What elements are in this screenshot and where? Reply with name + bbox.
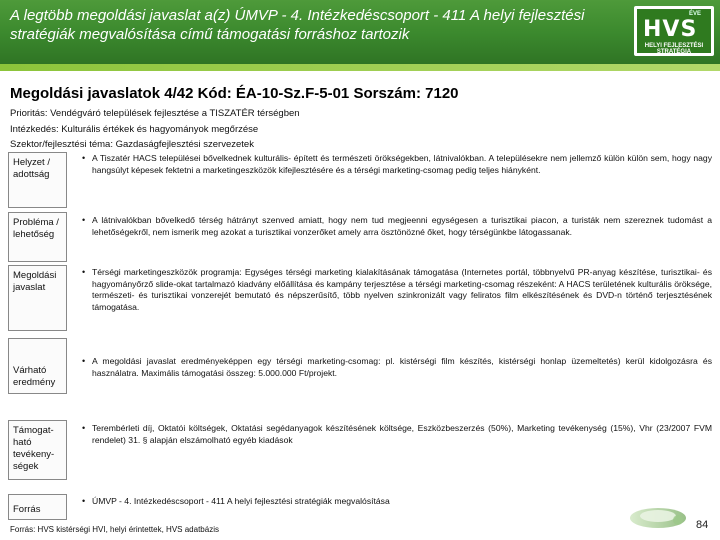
row-text: A Tiszatér HACS települései bővelkednek kulturális- épített és természeti örökségekben, látnivalókban. A településekre nem jellemző külön külön sem, hogy nagy hangsúlyt képesek fektetni a marketingeszközök kifejlesztésére és a térségi marketing-csomag pedig teljes hiányként. [92, 153, 712, 175]
row-source [8, 494, 713, 520]
sector-text: Szektor/fejlesztési téma: Gazdaságfejlesztési szervezetek [10, 139, 254, 150]
header-title: A legtöbb megoldási javaslat a(z) ÚMVP - 4. Intézkedéscsoport - 411 A helyi fejlesztési stratégiák megvalósítása című támogatási forráshoz tartozik [10, 7, 585, 43]
row-text: A látnivalókban bővelkedő térség hátrányt szenved amiatt, hogy nem tud megjeenni egységesen a turisztikai piacon, a turisták nem szereznek tudomást a lehetőségekről, nem ismerik meg azokat a turisztikai vonzerőket amely arra ösztönözné őket, hogy térségünkbe látogassanak. [92, 215, 712, 237]
measure-text: Intézkedés: Kulturális értékek és hagyományok megőrzése [10, 124, 259, 135]
header-banner [0, 0, 720, 64]
row-expected-result [8, 338, 713, 394]
header-underbar [0, 64, 720, 71]
page-title: Megoldási javaslatok 4/42 Kód: ÉA-10-Sz.F-5-01 Sorszám: 7120 [10, 85, 459, 102]
hvs-logo [634, 6, 714, 56]
row-label: Forrás [8, 494, 67, 520]
row-text: ÚMVP - 4. Intézkedéscsoport - 411 A helyi fejlesztési stratégiák megvalósítása [92, 496, 390, 506]
row-text: A megoldási javaslat eredményeképpen egy térségi marketing-csomag: pl. kistérségi film készítés, kistérségi honlap üzemeltetés) kerül kidolgozásra és használatra. Maximális támogatási összeg: 5.000.000 Ft/projekt. [92, 356, 712, 378]
priority-text: Prioritás: Vendégváró települések fejlesztése a TISZATÉR térségben [10, 108, 300, 119]
bullet-icon: • [82, 496, 86, 506]
footer-source: Forrás: HVS kistérségi HVI, helyi érintettek, HVS adatbázis [10, 525, 219, 534]
row-label: Várható eredmény [8, 338, 67, 394]
row-label: Helyzet / adottság [8, 152, 67, 208]
bullet-icon: • [82, 153, 86, 163]
row-supported-activities [8, 420, 713, 480]
hvs-logo-background [637, 9, 711, 53]
row-text: Térségi marketingeszközök programja: Egységes térségi marketing kialakításának támogatása (Internetes portál, többnyelvű PR-anyag készítése, turisztikai- és hagyományőrző slide-okat tartalmazó kiadvány előállítása és kampány terjesztése a térségi marketing-csomag részeként: A HACS területének kulturális öröksége, természeti- és turisztikai vonzerejét bemutató és népszerűsítő, több nyelven szinkronizált vagy feliratos film elkészítésének és DVD-n történő terjesztésének támogatása. [92, 267, 712, 312]
bullet-icon: • [82, 267, 86, 277]
page-number: 84 [696, 519, 709, 531]
bullet-icon: • [82, 423, 86, 433]
hvs-logo-main-text: HVS [643, 17, 698, 42]
row-solution [8, 265, 713, 331]
row-label: Támogat- ható tevékeny- ségek [8, 420, 67, 480]
row-problem [8, 212, 713, 262]
row-label: Probléma / lehetőség [8, 212, 67, 262]
hvs-logo-small-text: ÉVE [689, 11, 702, 17]
bullet-icon: • [82, 215, 86, 225]
footer-decoration-icon [626, 500, 690, 532]
row-text: Terembérleti díj, Oktatói költségek, Oktatási segédanyagok készítésének költsége, Eszközbeszerzés (50%), Marketing tevékenység (15%), Vhr (23/2007 FVM rendelet) 31. § alapján elszámolható egyéb kiadások [92, 423, 712, 445]
row-situation [8, 152, 713, 208]
bullet-icon: • [82, 356, 86, 366]
row-label: Megoldási javaslat [8, 265, 67, 331]
hvs-logo-sub-text: HELYI FEJLESZTÉSI STRATÉGIA [644, 43, 704, 55]
